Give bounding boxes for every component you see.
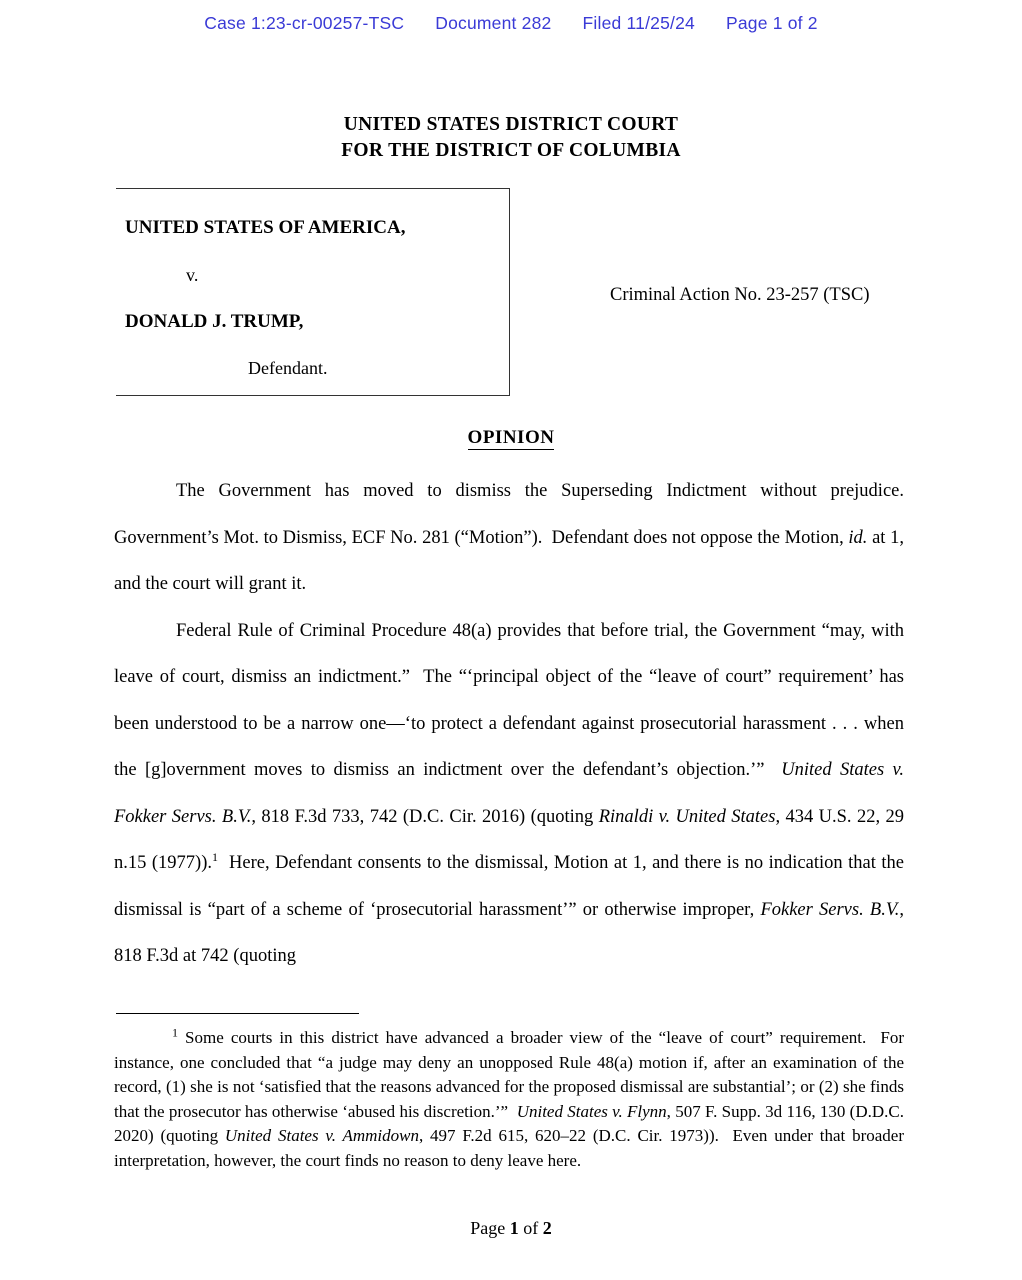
ecf-filed-date: Filed 11/25/24 [582, 13, 695, 33]
caption-defendant-name: DONALD J. TRUMP, [125, 311, 304, 332]
caption-case-number: Criminal Action No. 23-257 (TSC) [610, 285, 870, 305]
ecf-page-number: Page 1 of 2 [726, 13, 818, 33]
court-title-line-1: UNITED STATES DISTRICT COURT [343, 114, 679, 135]
opinion-paragraph-1: The Government has moved to dismiss the Superseding Indictment without prejudice. Government’s Mot. to Dismiss, ECF No. 281 (“Motion”). Defendant does not oppose the Motion, id. at 1, and the court will grant it. [114, 481, 904, 594]
caption-versus: v. [186, 265, 199, 285]
caption-plaintiff: UNITED STATES OF AMERICA, [125, 217, 406, 238]
opinion-heading-text: OPINION [467, 427, 555, 448]
ecf-case-number: Case 1:23-cr-00257-TSC [204, 13, 405, 33]
court-title-line-2: FOR THE DISTRICT OF COLUMBIA [341, 140, 681, 161]
page-footer-total: 2 [542, 1218, 552, 1238]
opinion-body [114, 468, 904, 980]
page-footer-middle: of [518, 1218, 543, 1238]
footnote-separator-rule [116, 1013, 359, 1014]
opinion-heading [0, 427, 1022, 449]
footnote-1: $^1$ Some courts in this district have advanced a broader view of the “leave of court” requirement. For instance, one concluded that “a judge may deny an unopposed Rule 48(a) motion if, after an examination of the record, (1) she is not ‘satisfied that the reasons advanced for the proposed dismissal are substantial’; or (2) she finds that the prosecutor has otherwise ‘abused his discretion.’” United States v. Flynn, 507 F. Supp. 3d 116, 130 (D.D.C. 2020) (quoting United States v. Ammidown, 497 F.2d 615, 620–22 (D.C. Cir. 1973)). Even under that broader interpretation, however, the court finds no reason to deny leave here. [114, 1025, 904, 1170]
court-title [0, 112, 1022, 164]
ecf-document-number: Document 282 [435, 13, 552, 33]
page-footer-current: 1 [509, 1218, 519, 1238]
caption-defendant-label: Defendant. [248, 358, 328, 378]
footnote-reference-marker: 1 [212, 849, 218, 864]
page-footer-prefix: Page [470, 1218, 510, 1238]
footnote-marker: 1 [172, 1025, 178, 1040]
page-footer [0, 1218, 1022, 1239]
opinion-paragraph-2: Federal Rule of Criminal Procedure 48(a) provides that before trial, the Government “may, with leave of court, dismiss an indictment.” The “‘principal object of the “leave of court” requirement’ has been understood to be a narrow one—‘to protect a defendant against prosecutorial harassment . . . when the [g]overnment moves to dismiss an indictment over the defendant’s objection.’” United States v. Fokker Servs. B.V., 818 F.3d 733, 742 (D.C. Cir. 2016) (quoting Rinaldi v. United States, 434 U.S. 22, 29 n.15 (1977)).$^1$ Here, Defendant consents to the dismissal, Motion at 1, and there is no indication that the dismissal is “part of a scheme of ‘prosecutorial harassment’” or otherwise improper, Fokker Servs. B.V., 818 F.3d at 742 (quoting [114, 620, 905, 966]
footnote-block [114, 1026, 904, 1173]
case-caption-box [116, 188, 510, 396]
ecf-header-stamp [0, 13, 1022, 34]
